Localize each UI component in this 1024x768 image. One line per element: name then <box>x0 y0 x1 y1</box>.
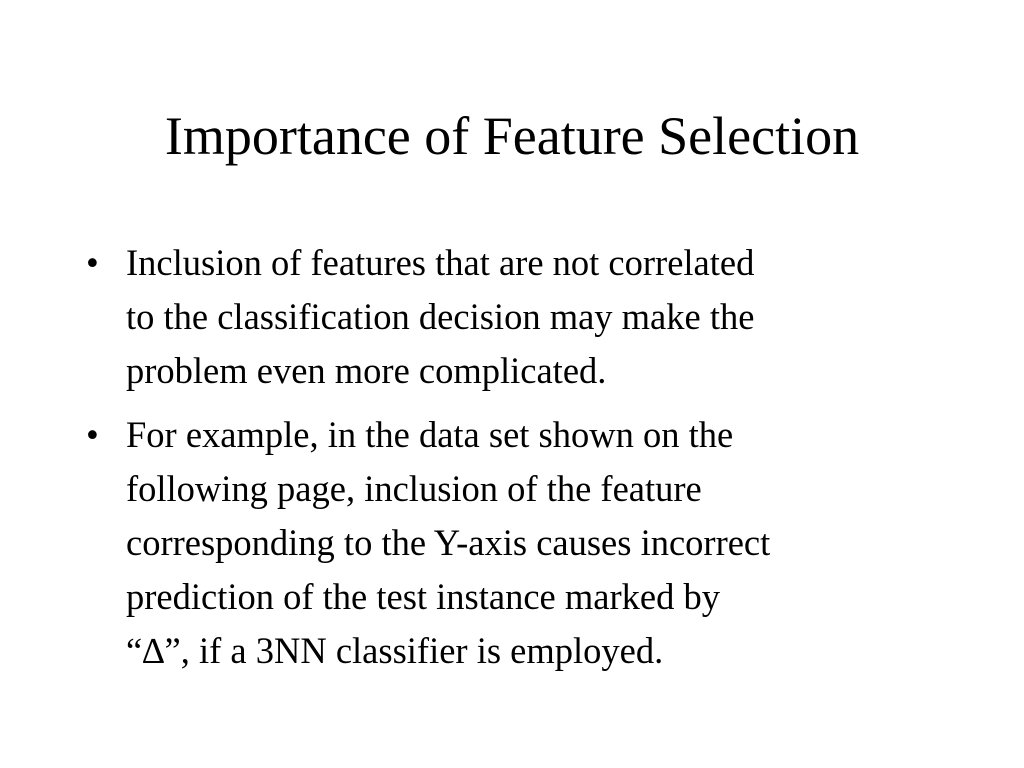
bullet-item <box>86 236 946 398</box>
bullet-list <box>86 236 946 688</box>
bullet-icon: • <box>86 414 99 455</box>
bullet-text-line: Inclusion of features that are not correlated <box>126 242 755 283</box>
bullet-item <box>86 408 946 678</box>
bullet-icon: • <box>86 242 99 283</box>
bullet-text-line: “∆”, if a 3NN classifier is employed. <box>126 630 664 671</box>
bullet-text-line: prediction of the test instance marked by <box>126 576 720 617</box>
bullet-text-line: to the classification decision may make the <box>126 296 755 337</box>
slide-title: Importance of Feature Selection <box>164 106 860 166</box>
bullet-text-line: For example, in the data set shown on the <box>126 414 734 455</box>
bullet-text-line: problem even more complicated. <box>126 350 607 391</box>
bullet-text-line: corresponding to the Y-axis causes incorrect <box>126 522 771 563</box>
bullet-text-line: following page, inclusion of the feature <box>126 468 702 509</box>
